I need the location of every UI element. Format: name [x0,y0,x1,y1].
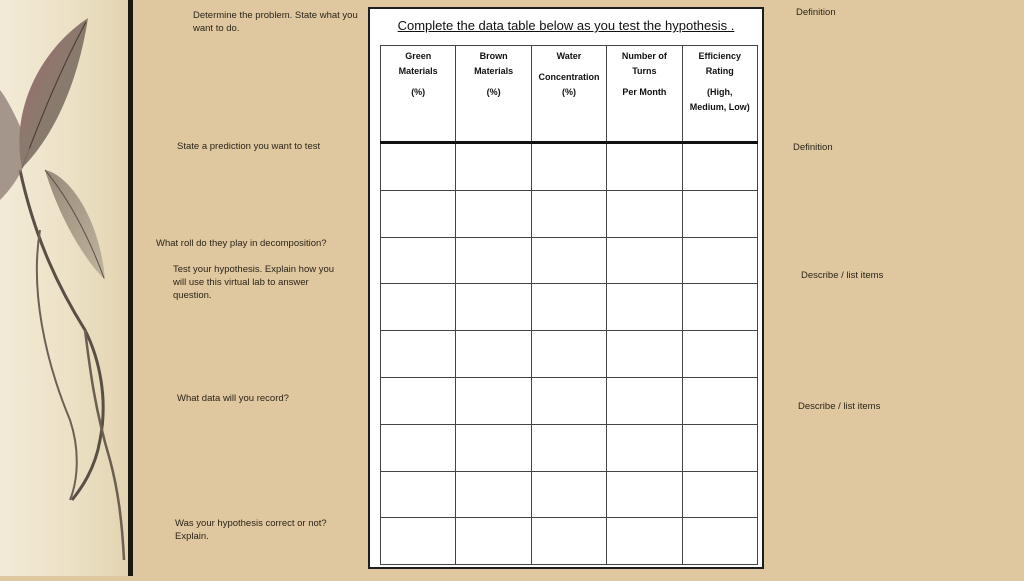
table-cell[interactable] [456,424,531,471]
header-turns-per-month: Number of Turns Per Month [607,46,682,143]
prompt-conclusion: Was your hypothesis correct or not? Explain. [175,518,327,542]
table-cell[interactable] [456,190,531,237]
table-cell[interactable] [607,237,682,284]
header-efficiency-rating: Efficiency Rating (High, Medium, Low) [682,46,757,143]
table-cell[interactable] [456,377,531,424]
prompt-prediction: State a prediction you want to test [177,141,321,152]
table-row [381,237,758,284]
table-cell[interactable] [381,331,456,378]
label-describe-2: Describe / list items [798,401,881,412]
table-cell[interactable] [682,377,757,424]
table-cell[interactable] [531,331,606,378]
table-cell[interactable] [381,190,456,237]
leaf-branch-illustration [0,0,128,576]
table-cell[interactable] [607,424,682,471]
table-cell[interactable] [531,518,606,565]
table-cell[interactable] [607,471,682,518]
table-row [381,471,758,518]
table-cell[interactable] [531,237,606,284]
table-cell[interactable] [531,377,606,424]
table-row [381,518,758,565]
table-cell[interactable] [381,143,456,191]
table-row [381,143,758,191]
data-table-title: Complete the data table below as you test the hypothesis . [397,18,735,33]
prompt-record-data: What data will you record? [177,393,289,404]
table-cell[interactable] [531,471,606,518]
prompt-test-hypothesis: Test your hypothesis. Explain how you will use this virtual lab to answer question. [173,264,335,301]
leaf-branch-icon [0,0,128,576]
prompt-problem: Determine the problem. State what you want to do. [193,10,358,34]
table-cell[interactable] [456,284,531,331]
table-cell[interactable] [607,284,682,331]
data-table-sheet [368,7,764,569]
label-definition-2: Definition [793,142,833,153]
table-cell[interactable] [607,518,682,565]
table-cell[interactable] [381,377,456,424]
table-cell[interactable] [682,424,757,471]
label-definition-1: Definition [796,7,836,18]
data-table [380,45,758,565]
table-cell[interactable] [682,518,757,565]
table-cell[interactable] [381,237,456,284]
table-cell[interactable] [381,471,456,518]
table-cell[interactable] [607,143,682,191]
table-row [381,331,758,378]
table-cell[interactable] [682,190,757,237]
table-cell[interactable] [531,190,606,237]
table-row [381,377,758,424]
table-header-row [381,46,758,143]
header-water-concentration: Water Concentration (%) [531,46,606,143]
table-cell[interactable] [456,471,531,518]
table-row [381,190,758,237]
table-cell[interactable] [682,237,757,284]
table-row [381,424,758,471]
label-describe-1: Describe / list items [801,270,884,281]
table-cell[interactable] [531,424,606,471]
header-brown-materials: Brown Materials (%) [456,46,531,143]
table-cell[interactable] [456,331,531,378]
table-cell[interactable] [381,518,456,565]
table-cell[interactable] [456,143,531,191]
table-cell[interactable] [531,284,606,331]
table-cell[interactable] [456,518,531,565]
table-cell[interactable] [531,143,606,191]
table-cell[interactable] [682,331,757,378]
table-cell[interactable] [682,143,757,191]
header-green-materials: Green Materials (%) [381,46,456,143]
table-cell[interactable] [682,471,757,518]
table-cell[interactable] [607,331,682,378]
table-body [381,143,758,565]
table-cell[interactable] [607,190,682,237]
table-row [381,284,758,331]
vertical-divider [128,0,133,576]
table-cell[interactable] [456,237,531,284]
table-cell[interactable] [682,284,757,331]
table-cell[interactable] [381,424,456,471]
table-cell[interactable] [381,284,456,331]
table-cell[interactable] [607,377,682,424]
prompt-decomposition-role: What roll do they play in decomposition? [156,238,327,249]
